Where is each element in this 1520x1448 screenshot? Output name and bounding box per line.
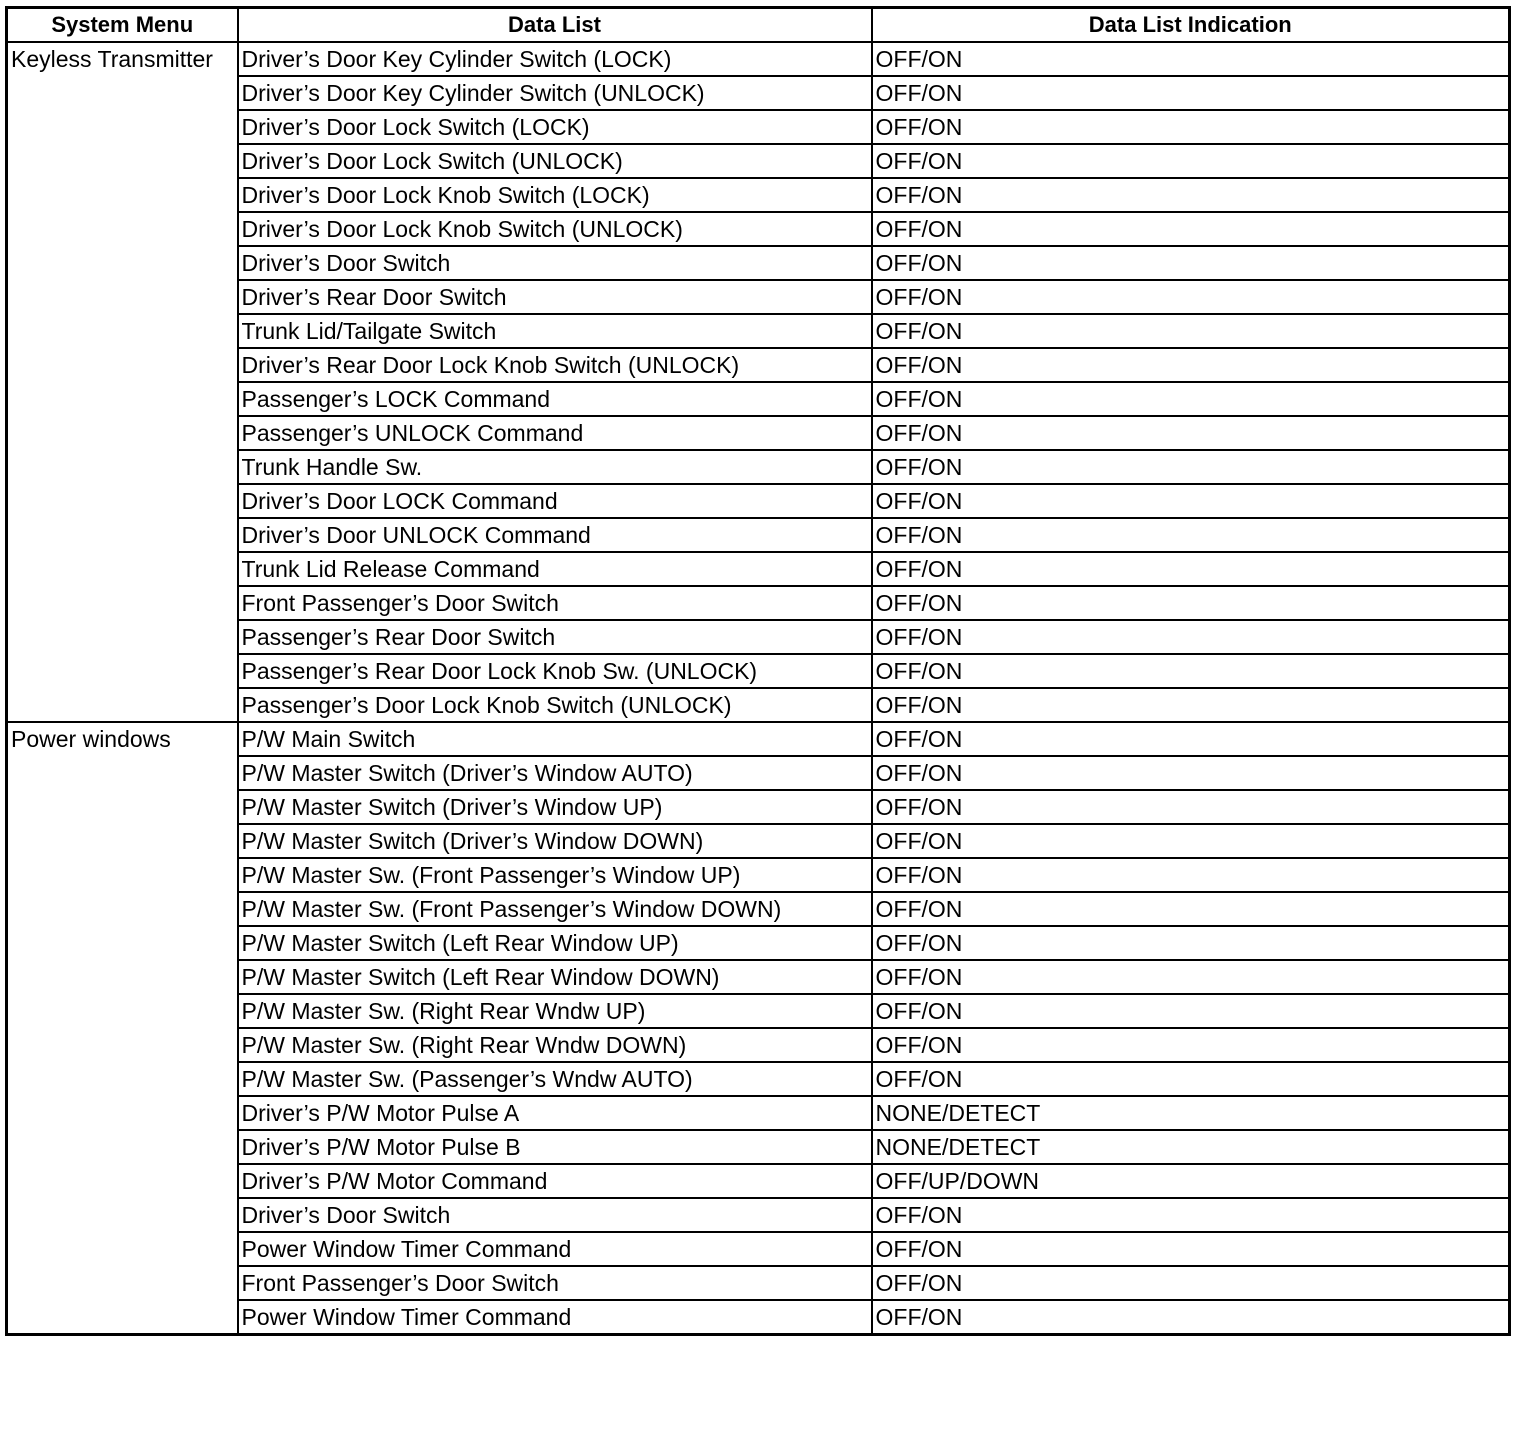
indication-cell: OFF/ON xyxy=(872,994,1510,1028)
data-list-cell: Driver’s P/W Motor Pulse B xyxy=(238,1130,872,1164)
data-list-cell: Driver’s Door Lock Switch (LOCK) xyxy=(238,110,872,144)
indication-cell: OFF/ON xyxy=(872,246,1510,280)
indication-cell: OFF/ON xyxy=(872,110,1510,144)
indication-cell: OFF/ON xyxy=(872,688,1510,722)
header-data-list: Data List xyxy=(238,8,872,43)
data-list-cell: Driver’s Door LOCK Command xyxy=(238,484,872,518)
system-menu-cell: Power windows xyxy=(7,722,238,1335)
data-list-cell: P/W Master Switch (Driver’s Window UP) xyxy=(238,790,872,824)
data-list-cell: Driver’s Door Switch xyxy=(238,246,872,280)
indication-cell: OFF/ON xyxy=(872,42,1510,76)
data-list-cell: Driver’s Door Lock Knob Switch (UNLOCK) xyxy=(238,212,872,246)
table-row xyxy=(7,722,1510,756)
indication-cell: OFF/ON xyxy=(872,790,1510,824)
indication-cell: OFF/ON xyxy=(872,348,1510,382)
data-list-cell: Driver’s Door Lock Knob Switch (LOCK) xyxy=(238,178,872,212)
indication-cell: OFF/ON xyxy=(872,144,1510,178)
data-list-cell: Driver’s Door Lock Switch (UNLOCK) xyxy=(238,144,872,178)
data-list-cell: Driver’s Door UNLOCK Command xyxy=(238,518,872,552)
data-list-cell: Passenger’s Door Lock Knob Switch (UNLOCK) xyxy=(238,688,872,722)
indication-cell: OFF/ON xyxy=(872,484,1510,518)
data-list-cell: Driver’s P/W Motor Command xyxy=(238,1164,872,1198)
indication-cell: OFF/ON xyxy=(872,382,1510,416)
data-list-cell: Passenger’s Rear Door Lock Knob Sw. (UNLOCK) xyxy=(238,654,872,688)
indication-cell: OFF/ON xyxy=(872,1266,1510,1300)
indication-cell: OFF/ON xyxy=(872,450,1510,484)
system-menu-cell: Keyless Transmitter xyxy=(7,42,238,722)
data-list-cell: Power Window Timer Command xyxy=(238,1232,872,1266)
data-list-cell: Trunk Handle Sw. xyxy=(238,450,872,484)
indication-cell: NONE/DETECT xyxy=(872,1096,1510,1130)
data-list-cell: Trunk Lid/Tailgate Switch xyxy=(238,314,872,348)
header-data-list-indication: Data List Indication xyxy=(872,8,1510,43)
data-list-cell: Driver’s Rear Door Switch xyxy=(238,280,872,314)
indication-cell: OFF/ON xyxy=(872,280,1510,314)
header-row xyxy=(7,8,1510,43)
data-list-cell: Power Window Timer Command xyxy=(238,1300,872,1335)
indication-cell: OFF/ON xyxy=(872,1300,1510,1335)
indication-cell: OFF/ON xyxy=(872,722,1510,756)
indication-cell: OFF/ON xyxy=(872,654,1510,688)
data-list-table xyxy=(5,6,1511,1336)
indication-cell: OFF/ON xyxy=(872,960,1510,994)
data-list-cell: P/W Master Sw. (Right Rear Wndw UP) xyxy=(238,994,872,1028)
data-list-cell: Driver’s Door Key Cylinder Switch (UNLOCK) xyxy=(238,76,872,110)
data-list-cell: Passenger’s UNLOCK Command xyxy=(238,416,872,450)
indication-cell: OFF/ON xyxy=(872,518,1510,552)
data-list-cell: P/W Master Switch (Left Rear Window DOWN) xyxy=(238,960,872,994)
indication-cell: OFF/ON xyxy=(872,824,1510,858)
data-list-cell: Trunk Lid Release Command xyxy=(238,552,872,586)
indication-cell: OFF/ON xyxy=(872,1062,1510,1096)
data-list-cell: P/W Master Switch (Driver’s Window DOWN) xyxy=(238,824,872,858)
indication-cell: OFF/ON xyxy=(872,1232,1510,1266)
indication-cell: OFF/ON xyxy=(872,586,1510,620)
indication-cell: OFF/ON xyxy=(872,892,1510,926)
data-list-cell: Driver’s Door Switch xyxy=(238,1198,872,1232)
indication-cell: OFF/ON xyxy=(872,178,1510,212)
data-list-cell: P/W Master Sw. (Front Passenger’s Window DOWN) xyxy=(238,892,872,926)
indication-cell: OFF/ON xyxy=(872,756,1510,790)
data-list-cell: P/W Master Sw. (Right Rear Wndw DOWN) xyxy=(238,1028,872,1062)
data-list-cell: Driver’s Rear Door Lock Knob Switch (UNLOCK) xyxy=(238,348,872,382)
header-system-menu: System Menu xyxy=(7,8,238,43)
indication-cell: OFF/ON xyxy=(872,620,1510,654)
table-row xyxy=(7,42,1510,76)
data-list-cell: P/W Master Sw. (Passenger’s Wndw AUTO) xyxy=(238,1062,872,1096)
indication-cell: OFF/ON xyxy=(872,858,1510,892)
data-list-cell: P/W Master Switch (Driver’s Window AUTO) xyxy=(238,756,872,790)
indication-cell: OFF/ON xyxy=(872,1198,1510,1232)
data-list-cell: Passenger’s LOCK Command xyxy=(238,382,872,416)
indication-cell: OFF/ON xyxy=(872,76,1510,110)
data-list-cell: P/W Master Switch (Left Rear Window UP) xyxy=(238,926,872,960)
data-list-cell: P/W Master Sw. (Front Passenger’s Window UP) xyxy=(238,858,872,892)
indication-cell: OFF/ON xyxy=(872,926,1510,960)
indication-cell: NONE/DETECT xyxy=(872,1130,1510,1164)
data-list-cell: Front Passenger’s Door Switch xyxy=(238,1266,872,1300)
indication-cell: OFF/ON xyxy=(872,552,1510,586)
data-list-cell: Driver’s P/W Motor Pulse A xyxy=(238,1096,872,1130)
indication-cell: OFF/ON xyxy=(872,212,1510,246)
indication-cell: OFF/ON xyxy=(872,1028,1510,1062)
data-list-cell: Driver’s Door Key Cylinder Switch (LOCK) xyxy=(238,42,872,76)
indication-cell: OFF/ON xyxy=(872,416,1510,450)
table-body xyxy=(7,42,1510,1335)
data-list-cell: P/W Main Switch xyxy=(238,722,872,756)
data-list-cell: Passenger’s Rear Door Switch xyxy=(238,620,872,654)
indication-cell: OFF/UP/DOWN xyxy=(872,1164,1510,1198)
indication-cell: OFF/ON xyxy=(872,314,1510,348)
data-list-cell: Front Passenger’s Door Switch xyxy=(238,586,872,620)
